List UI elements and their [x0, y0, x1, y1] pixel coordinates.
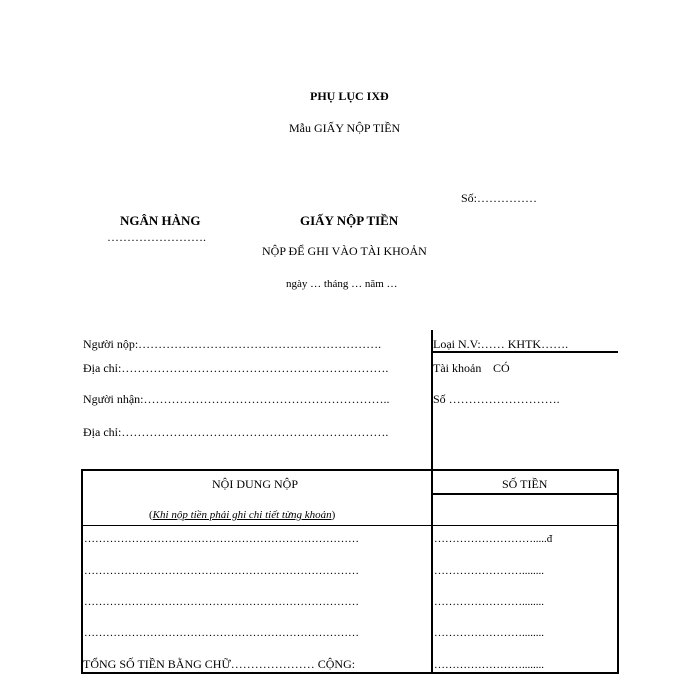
header-bottom-separator [81, 525, 619, 526]
total-in-words: TỔNG SỐ TIỀN BẰNG CHỮ………………… CỘNG: [83, 657, 356, 671]
account-side: CÓ [493, 361, 510, 375]
receiver-field: Người nhận:…………………………………………………….. [83, 392, 390, 406]
table-row-amount: ……………………........ [434, 565, 544, 577]
table-note-text: Khi nộp tiền phải ghi chi tiết từng khoản [152, 509, 332, 521]
table-row-amount: ……………………........ [434, 627, 544, 639]
total-amount: ……………………........ [434, 659, 544, 671]
table-top-border [81, 469, 619, 471]
account-label: Tài khoản [433, 361, 482, 375]
payer-field: Người nộp:……………………………………………………. [83, 337, 382, 351]
table-left-border [81, 469, 83, 674]
table-note-open: ( [149, 509, 153, 521]
table-row-content: ………………………………………………………………… [84, 627, 359, 639]
bank-dots: ……………………. [107, 230, 206, 244]
operation-type-field: Loại N.V:…… KHTK……. [433, 337, 569, 351]
document-title: GIẤY NỘP TIỀN [300, 213, 399, 228]
bank-label: NGÂN HÀNG [120, 213, 201, 228]
table-row-amount: ……………………….....đ [434, 533, 553, 545]
form-name: Mẫu GIẤY NỘP TIỀN [289, 121, 401, 135]
payer-address-field: Địa chỉ:…………………………………………………………. [83, 361, 389, 375]
table-bottom-border [81, 672, 619, 674]
table-row-content: ………………………………………………………………… [84, 596, 359, 608]
document-date: ngày … tháng … năm … [286, 278, 398, 290]
table-note-close: ) [331, 509, 336, 521]
table-row-content: ………………………………………………………………… [84, 533, 359, 545]
amount-header-separator [431, 493, 619, 495]
table-row-amount: ……………………........ [434, 596, 544, 608]
table-row-content: ………………………………………………………………… [84, 565, 359, 577]
table-right-border [617, 469, 619, 674]
receiver-address-field: Địa chỉ:…………………………………………………………. [83, 425, 389, 439]
account-number-field: Số ………………………. [433, 392, 560, 406]
document-subtitle: NỘP ĐỂ GHI VÀO TÀI KHOẢN [262, 244, 427, 258]
table-note [149, 509, 335, 521]
content-column-header: NỘI DUNG NỘP [212, 477, 298, 491]
table-column-divider [431, 469, 433, 674]
amount-column-header: SỐ TIỀN [502, 477, 548, 491]
op-type-underline [431, 351, 618, 353]
form-number: Số:…………… [461, 191, 538, 205]
appendix-title: PHỤ LỤC IXĐ [310, 89, 389, 103]
